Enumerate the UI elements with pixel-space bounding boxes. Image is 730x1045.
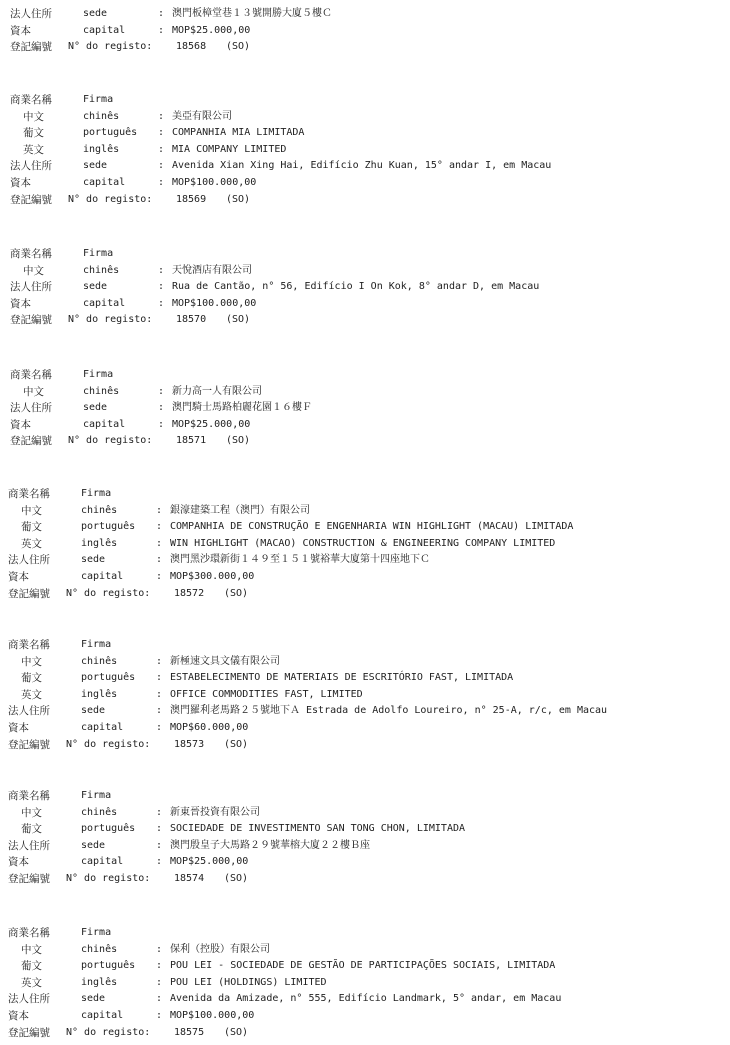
chinese-label: 登記編號 [8,738,50,751]
portuguese-label: N° do registo: [68,41,153,53]
portuguese-label: Firma [83,248,114,259]
field-value: MOP$25.000,00 [172,24,251,36]
portuguese-label: chinês [83,110,120,122]
entry-line [0,158,730,174]
field-value: 澳門黑沙環新街１４９至１５１號裕華大廈第十四座地下Ｃ [170,554,430,566]
chinese-label: 英文 [21,976,42,989]
registration-number: 18574 [174,873,205,884]
entry-line [0,821,730,837]
portuguese-label: sede [81,839,106,851]
portuguese-label: sede [83,160,108,172]
field-value: MOP$100.000,00 [170,1010,255,1021]
registration-number: 18571 [176,435,207,447]
chinese-label: 登記編號 [8,587,50,600]
registration-note: (SO) [226,41,251,53]
entry-line [0,871,730,887]
chinese-label: 葡文 [21,823,42,836]
colon-separator: : [156,688,163,700]
entry-line [0,367,730,383]
field-value: COMPANHIA MIA LIMITADA [172,127,305,139]
colon-separator: : [156,722,163,733]
field-value: MOP$25.000,00 [170,856,249,868]
entry-line [0,486,730,502]
field-value: 銀濠建築工程（澳門）有限公司 [170,504,310,516]
registration-note: (SO) [226,435,251,447]
entry-line [0,125,730,141]
chinese-label: 商業名稱 [8,639,50,651]
entry-line [0,720,730,736]
colon-separator: : [158,8,165,19]
chinese-label: 資本 [10,418,31,431]
field-value: ESTABELECIMENTO DE MATERIAIS DE ESCRITÓRIO FAST, LIMITADA [170,672,514,684]
field-value: 新極速文具文儀有限公司 [170,655,280,667]
entry-line [0,246,730,262]
entry-line [0,737,730,753]
entry-line [0,312,730,328]
entry-line [0,1008,730,1024]
field-value: WIN HIGHLIGHT (MACAO) CONSTRUCTION & ENGINEERING COMPANY LIMITED [170,537,556,549]
entry-line [0,925,730,941]
portuguese-label: inglês [81,688,118,700]
entry-line [0,958,730,974]
chinese-label: 中文 [23,110,44,123]
portuguese-label: inglês [83,143,120,155]
entry-line [0,975,730,991]
entry-line [0,552,730,568]
entry-line [0,637,730,653]
chinese-label: 英文 [21,688,42,701]
portuguese-label: Firma [83,94,114,105]
entry-line [0,296,730,312]
field-value: MOP$300.000,00 [170,571,255,582]
portuguese-label: Firma [81,639,112,650]
entry-line [0,703,730,719]
portuguese-label: português [81,823,136,835]
chinese-label: 登記編號 [8,873,50,885]
entry-line [0,586,730,602]
portuguese-label: Firma [81,790,112,801]
portuguese-label: chinês [81,504,118,516]
portuguese-label: chinês [81,806,118,818]
colon-separator: : [156,856,163,868]
portuguese-label: sede [81,993,106,1005]
colon-separator: : [156,571,163,582]
portuguese-label: Firma [83,369,114,380]
registration-number: 18572 [174,587,205,599]
portuguese-label: capital [83,177,126,188]
portuguese-label: N° do registo: [66,1026,151,1038]
portuguese-label: N° do registo: [66,738,151,750]
registration-note: (SO) [226,314,251,326]
portuguese-label: chinês [81,943,118,955]
registration-note: (SO) [224,1026,249,1038]
entry-line [0,92,730,108]
portuguese-label: N° do registo: [68,193,153,205]
registration-number: 18570 [176,314,207,326]
field-value: MOP$100.000,00 [172,297,257,309]
portuguese-label: capital [83,24,126,36]
field-value: POU LEI (HOLDINGS) LIMITED [170,976,327,988]
chinese-label: 法人住所 [8,993,50,1006]
chinese-label: 資本 [10,24,31,37]
chinese-label: 資本 [8,856,29,869]
entry-line [0,805,730,821]
field-value: MIA COMPANY LIMITED [172,143,287,155]
field-value: 美亞有限公司 [172,110,232,122]
field-value: Rua de Cantão, n° 56, Edifício I On Kok, 8° andar D, em Macau [172,281,540,293]
colon-separator: : [158,160,165,172]
registration-number: 18569 [176,193,207,205]
chinese-label: 法人住所 [10,281,52,294]
chinese-label: 中文 [21,943,42,956]
field-value: MOP$60.000,00 [170,722,249,733]
chinese-label: 中文 [21,655,42,668]
chinese-label: 登記編號 [10,41,52,54]
chinese-label: 中文 [21,806,42,819]
chinese-label: 資本 [10,177,31,189]
chinese-label: 葡文 [21,960,42,973]
chinese-label: 商業名稱 [10,248,52,260]
colon-separator: : [158,143,165,155]
chinese-label: 資本 [8,1010,29,1022]
colon-separator: : [156,976,163,988]
portuguese-label: inglês [81,976,118,988]
field-value: POU LEI - SOCIEDADE DE GESTÃO DE PARTICIPAÇÕES SOCIAIS, LIMITADA [170,960,556,972]
chinese-label: 法人住所 [8,554,50,567]
field-value: 保利（控股）有限公司 [170,943,270,955]
colon-separator: : [156,839,163,851]
portuguese-label: N° do registo: [66,873,151,884]
field-value: Avenida da Amizade, n° 555, Edifício Landmark, 5° andar, em Macau [170,993,562,1005]
colon-separator: : [158,127,165,139]
entry-line [0,788,730,804]
entry-line [0,175,730,191]
entry-line [0,109,730,125]
entry-line [0,503,730,519]
chinese-label: 商業名稱 [10,369,52,381]
entry-line [0,417,730,433]
portuguese-label: sede [83,8,108,19]
chinese-label: 葡文 [23,127,44,140]
chinese-label: 葡文 [21,672,42,685]
field-value: 新東晉投資有限公司 [170,806,260,818]
chinese-label: 商業名稱 [8,488,50,500]
entry-line [0,838,730,854]
chinese-label: 中文 [21,504,42,517]
colon-separator: : [156,823,163,835]
chinese-label: 法人住所 [8,839,50,852]
colon-separator: : [156,537,163,549]
field-value: MOP$25.000,00 [172,418,251,430]
colon-separator: : [156,655,163,667]
entry-line [0,142,730,158]
colon-separator: : [158,264,165,276]
colon-separator: : [158,297,165,309]
entry-line [0,400,730,416]
entry-line [0,519,730,535]
portuguese-label: N° do registo: [68,314,153,326]
portuguese-label: português [81,672,136,684]
portuguese-label: capital [83,418,126,430]
entry-line [0,569,730,585]
portuguese-label: chinês [81,655,118,667]
registration-note: (SO) [224,738,249,750]
entry-line [0,854,730,870]
entry-line [0,6,730,22]
registration-number: 18573 [174,738,205,750]
portuguese-label: capital [81,571,124,582]
chinese-label: 法人住所 [10,8,52,20]
chinese-label: 法人住所 [10,402,52,415]
registration-note: (SO) [224,587,249,599]
field-value: 天悅酒店有限公司 [172,264,252,276]
colon-separator: : [156,705,163,717]
chinese-label: 資本 [10,297,31,310]
field-value: 澳門板樟堂巷１３號開勝大廈５樓Ｃ [172,8,332,19]
colon-separator: : [158,402,165,414]
field-value: Avenida Xian Xing Hai, Edifício Zhu Kuan, 15° andar I, em Macau [172,160,552,172]
entry-line [0,192,730,208]
portuguese-label: N° do registo: [66,587,151,599]
registration-number: 18568 [176,41,207,53]
chinese-label: 英文 [23,143,44,156]
portuguese-label: capital [81,722,124,733]
chinese-label: 登記編號 [10,435,52,448]
portuguese-label: chinês [83,385,120,397]
portuguese-label: inglês [81,537,118,549]
field-value: MOP$100.000,00 [172,177,257,188]
entry-line [0,23,730,39]
portuguese-label: português [81,960,136,972]
chinese-label: 葡文 [21,521,42,534]
colon-separator: : [158,281,165,293]
colon-separator: : [156,672,163,684]
portuguese-label: capital [81,1010,124,1021]
entry-line [0,536,730,552]
entry-line [0,384,730,400]
portuguese-label: Firma [81,927,112,938]
colon-separator: : [156,943,163,955]
entry-line [0,687,730,703]
chinese-label: 登記編號 [8,1026,50,1039]
chinese-label: 登記編號 [10,314,52,327]
chinese-label: 商業名稱 [10,94,52,106]
chinese-label: 法人住所 [10,160,52,173]
registration-note: (SO) [226,193,251,205]
entry-line [0,279,730,295]
chinese-label: 商業名稱 [8,790,50,802]
colon-separator: : [158,385,165,397]
chinese-label: 法人住所 [8,705,50,718]
field-value: 澳門殷皇子大馬路２９號華榕大廈２２樓Ｂ座 [170,839,370,851]
portuguese-label: capital [83,297,126,309]
registration-note: (SO) [224,873,249,884]
portuguese-label: português [81,521,136,533]
field-value: 新力高一人有限公司 [172,385,262,397]
colon-separator: : [158,24,165,36]
chinese-label: 資本 [8,571,29,583]
field-value: OFFICE COMMODITIES FAST, LIMITED [170,688,363,700]
colon-separator: : [156,521,163,533]
portuguese-label: chinês [83,264,120,276]
field-value: SOCIEDADE DE INVESTIMENTO SAN TONG CHON, LIMITADA [170,823,466,835]
colon-separator: : [158,177,165,188]
colon-separator: : [156,1010,163,1021]
entry-line [0,1025,730,1041]
entry-line [0,670,730,686]
chinese-label: 資本 [8,722,29,734]
colon-separator: : [158,418,165,430]
entry-line [0,942,730,958]
entry-line [0,263,730,279]
portuguese-label: sede [81,554,106,566]
chinese-label: 中文 [23,385,44,398]
entry-line [0,433,730,449]
portuguese-label: sede [81,705,106,717]
portuguese-label: português [83,127,138,139]
field-value: 澳門羅利老馬路２５號地下Ａ Estrada de Adolfo Loureiro, n° 25-A, r/c, em Macau [170,705,608,717]
chinese-label: 登記編號 [10,193,52,206]
portuguese-label: sede [83,281,108,293]
chinese-label: 英文 [21,537,42,550]
colon-separator: : [156,993,163,1005]
registration-number: 18575 [174,1026,205,1038]
entry-line [0,654,730,670]
colon-separator: : [156,806,163,818]
chinese-label: 中文 [23,264,44,277]
entry-line [0,39,730,55]
colon-separator: : [156,554,163,566]
portuguese-label: Firma [81,488,112,499]
field-value: 澳門騎士馬路柏麗花園１６樓Ｆ [172,402,312,414]
field-value: COMPANHIA DE CONSTRUÇÃO E ENGENHARIA WIN HIGHLIGHT (MACAU) LIMITADA [170,521,574,533]
entry-line [0,991,730,1007]
portuguese-label: N° do registo: [68,435,153,447]
portuguese-label: sede [83,402,108,414]
colon-separator: : [156,504,163,516]
portuguese-label: capital [81,856,124,868]
chinese-label: 商業名稱 [8,927,50,939]
colon-separator: : [156,960,163,972]
colon-separator: : [158,110,165,122]
